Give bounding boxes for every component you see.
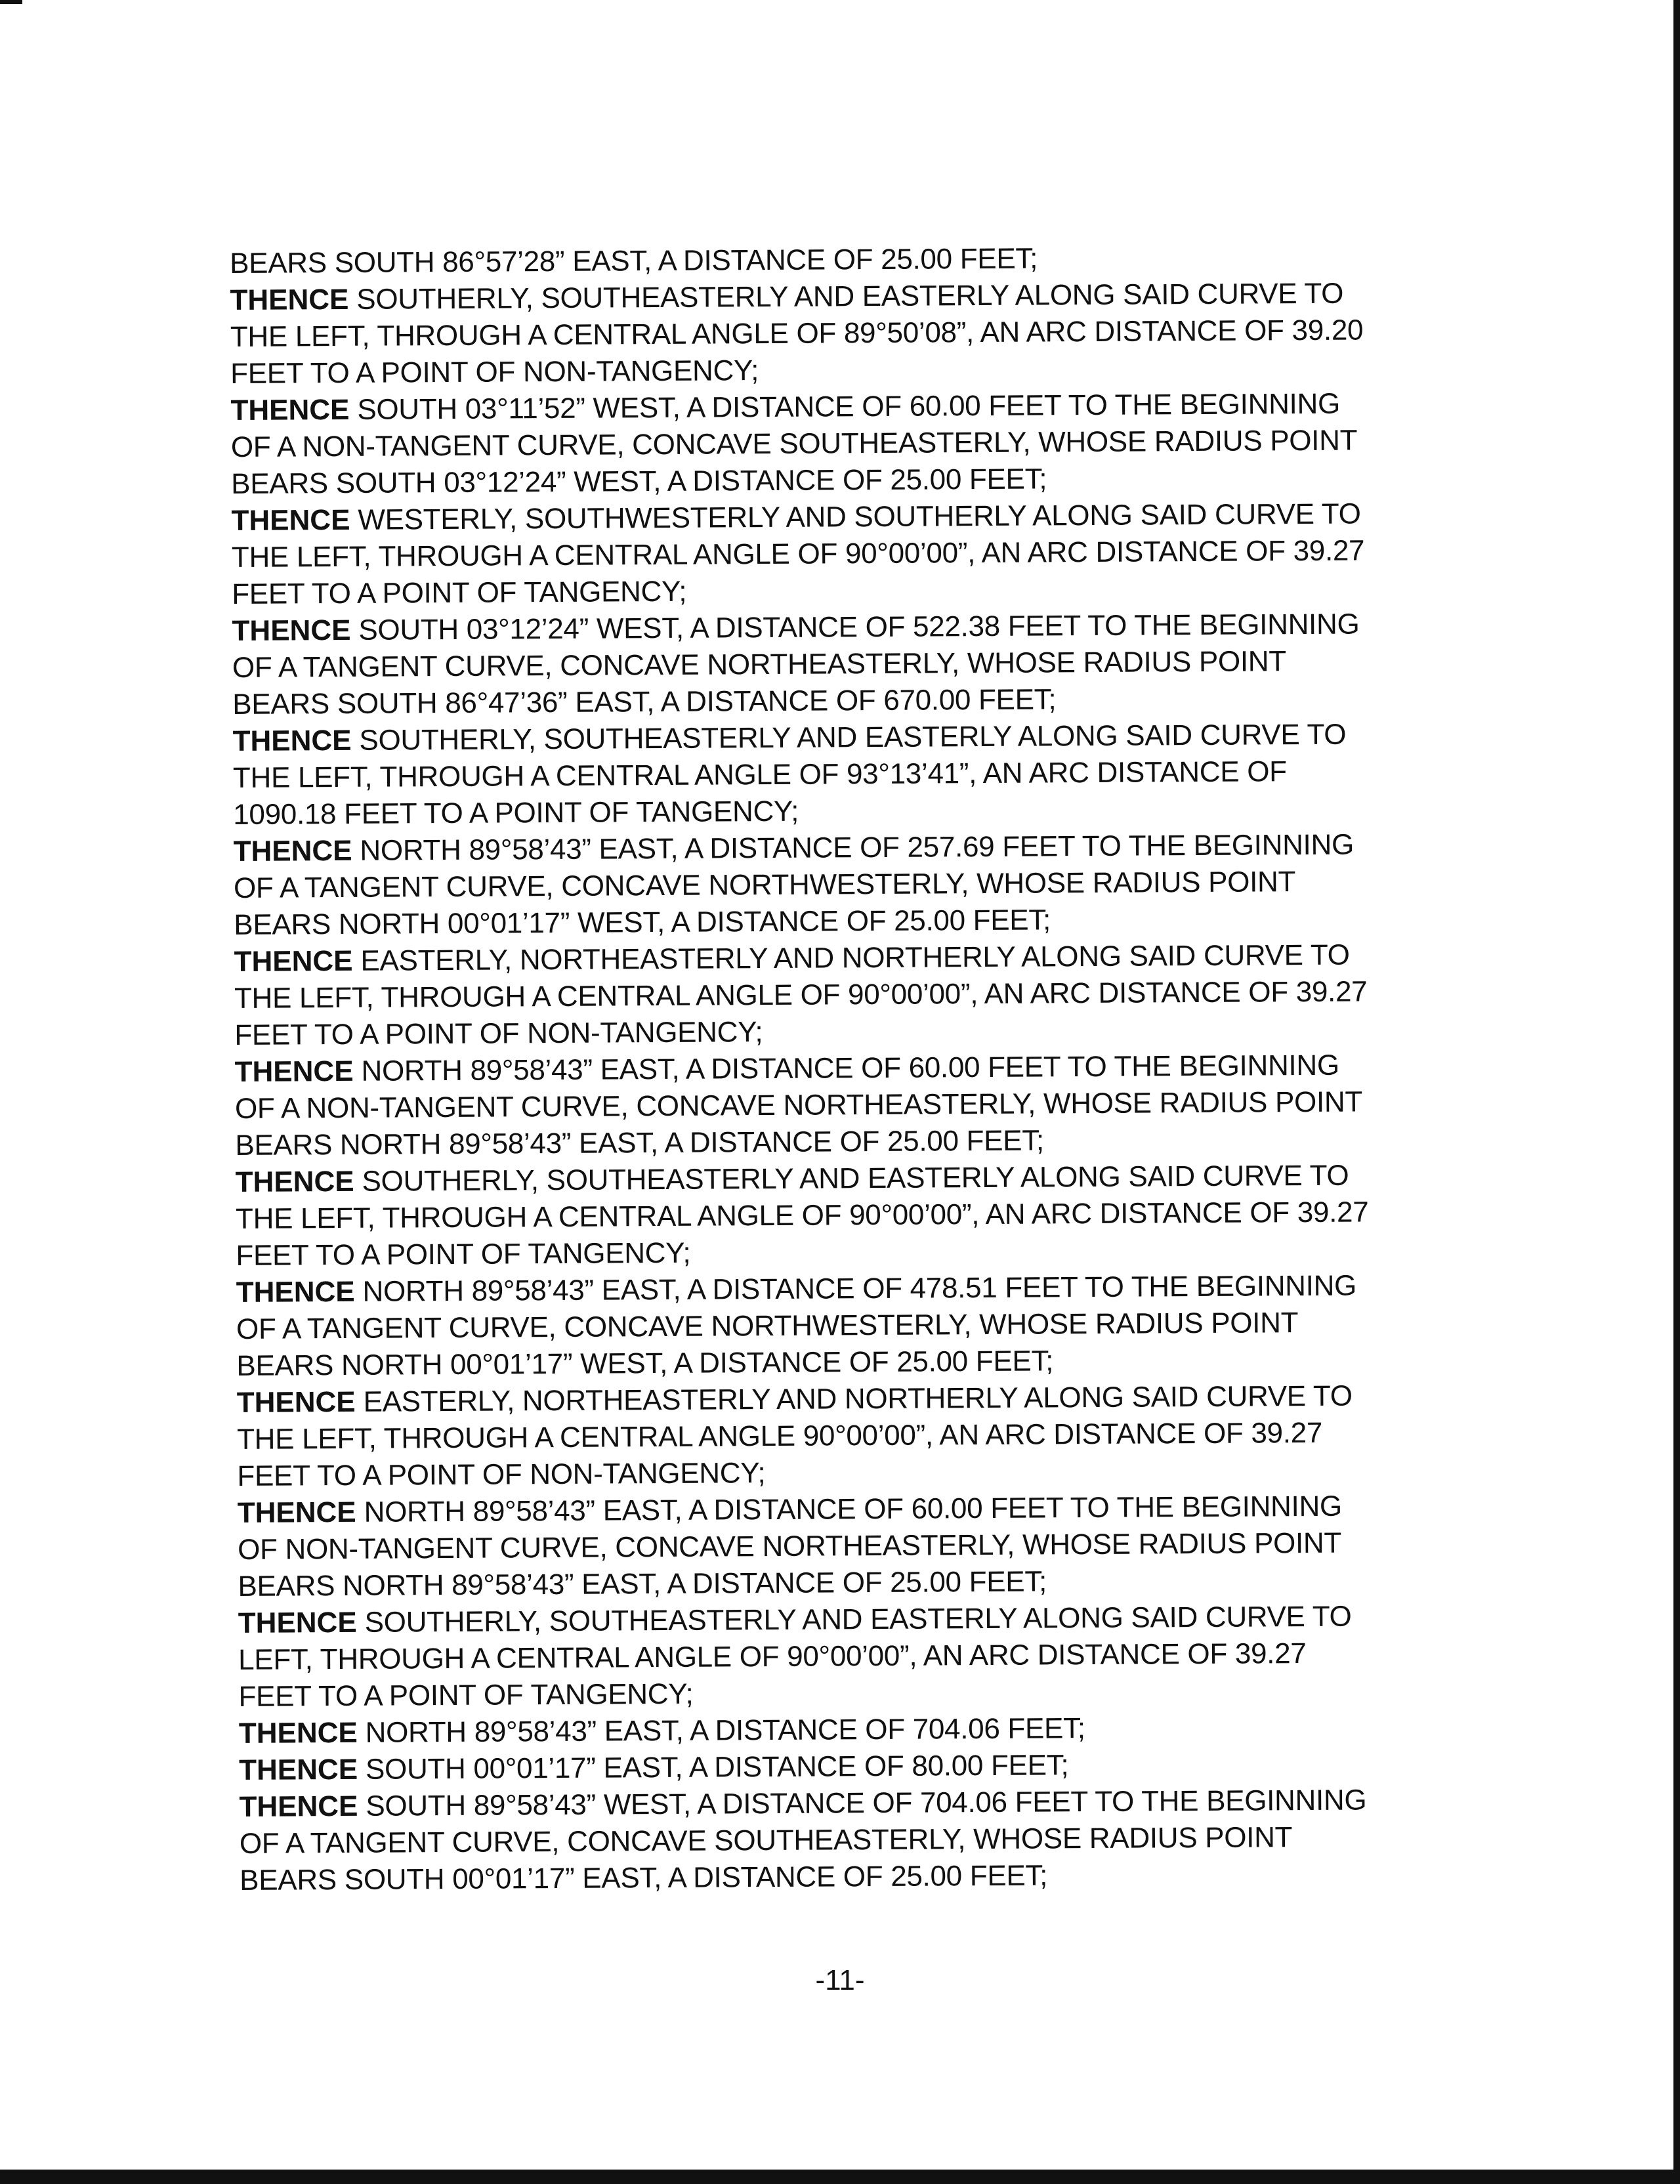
line-text: OF A TANGENT CURVE, CONCAVE NORTHWESTERLY, WHOSE RADIUS POINT (236, 1307, 1299, 1345)
line-text: OF A NON-TANGENT CURVE, CONCAVE NORTHEASTERLY, WHOSE RADIUS POINT (234, 1085, 1363, 1125)
line-text: BEARS NORTH 00°01’17” WEST, A DISTANCE OF 25.00 FEET; (234, 904, 1051, 941)
line-text: BEARS SOUTH 86°47’36” EAST, A DISTANCE OF 670.00 FEET; (232, 683, 1057, 721)
line-text: EASTERLY, NORTHEASTERLY AND NORTHERLY ALONG SAID CURVE TO (352, 938, 1350, 977)
text-line (237, 1414, 1471, 1458)
line-text: THE LEFT, THROUGH A CENTRAL ANGLE OF 90°00’00”, AN ARC DISTANCE OF 39.27 (234, 975, 1368, 1015)
thence-keyword: THENCE (239, 1790, 358, 1823)
line-text: NORTH 89°58’43” EAST, A DISTANCE OF 704.06 FEET; (357, 1712, 1085, 1749)
line-text: THE LEFT, THROUGH A CENTRAL ANGLE 90°00’00”, AN ARC DISTANCE OF 39.27 (236, 1416, 1323, 1456)
text-line (234, 973, 1468, 1017)
line-text: NORTH 89°58’43” EAST, A DISTANCE OF 60.00 FEET TO THE BEGINNING (356, 1490, 1343, 1528)
line-text: THE LEFT, THROUGH A CENTRAL ANGLE OF 89°50’08”, AN ARC DISTANCE OF 39.20 (230, 314, 1364, 353)
scan-border-corner (0, 0, 22, 4)
line-text: OF NON-TANGENT CURVE, CONCAVE NORTHEASTERLY, WHOSE RADIUS POINT (237, 1526, 1342, 1566)
line-text: THE LEFT, THROUGH A CENTRAL ANGLE OF 93°13’41”, AN ARC DISTANCE OF (232, 755, 1287, 794)
line-text: SOUTHERLY, SOUTHEASTERLY AND EASTERLY ALONG SAID CURVE TO (348, 277, 1344, 316)
line-text: THE LEFT, THROUGH A CENTRAL ANGLE OF 90°00’00”, AN ARC DISTANCE OF 39.27 (235, 1196, 1369, 1235)
thence-keyword: THENCE (235, 1165, 354, 1198)
line-text: BEARS NORTH 00°01’17” WEST, A DISTANCE OF 25.00 FEET; (236, 1345, 1054, 1382)
line-text: FEET TO A POINT OF NON-TANGENCY; (234, 1016, 763, 1051)
line-text: FEET TO A POINT OF NON-TANGENCY; (230, 354, 759, 390)
text-line (235, 1083, 1469, 1127)
thence-keyword: THENCE (236, 1385, 356, 1419)
thence-keyword: THENCE (230, 283, 349, 316)
thence-keyword: THENCE (231, 503, 350, 537)
line-text: NORTH 89°58’43” EAST, A DISTANCE OF 257.69 FEET TO THE BEGINNING (352, 828, 1354, 867)
line-text: FEET TO A POINT OF TANGENCY; (236, 1236, 691, 1272)
thence-keyword: THENCE (232, 724, 352, 757)
text-line (232, 642, 1466, 686)
line-text: 1090.18 FEET TO A POINT OF TANGENCY; (233, 795, 799, 831)
scan-border-right (1673, 0, 1680, 2184)
text-line (238, 1524, 1471, 1568)
line-text: OF A TANGENT CURVE, CONCAVE NORTHEASTERLY, WHOSE RADIUS POINT (232, 645, 1287, 684)
line-text: BEARS NORTH 89°58’43” EAST, A DISTANCE OF 25.00 FEET; (238, 1565, 1047, 1603)
line-text: EASTERLY, NORTHEASTERLY AND NORTHERLY ALONG SAID CURVE TO (355, 1379, 1353, 1418)
line-text: SOUTH 03°11’52” WEST, A DISTANCE OF 60.00 FEET TO THE BEGINNING (349, 387, 1341, 426)
thence-keyword: THENCE (238, 1716, 358, 1750)
line-text: BEARS SOUTH 86°57’28” EAST, A DISTANCE OF 25.00 FEET; (230, 242, 1038, 280)
page-number: -11- (815, 1964, 865, 1996)
thence-keyword: THENCE (236, 1275, 355, 1309)
line-text: SOUTH 03°12’24” WEST, A DISTANCE OF 522.38 FEET TO THE BEGINNING (350, 608, 1360, 646)
text-line (236, 1193, 1469, 1237)
legal-description-body (230, 238, 1473, 1899)
thence-keyword: THENCE (237, 1496, 356, 1529)
line-text: SOUTHERLY, SOUTHEASTERLY AND EASTERLY ALONG SAID CURVE TO (354, 1159, 1349, 1198)
line-text: SOUTHERLY, SOUTHEASTERLY AND EASTERLY ALONG SAID CURVE TO (351, 718, 1347, 757)
line-text: OF A TANGENT CURVE, CONCAVE NORTHWESTERLY, WHOSE RADIUS POINT (233, 866, 1296, 904)
thence-keyword: THENCE (234, 944, 353, 978)
text-line (240, 1818, 1473, 1862)
line-text: BEARS SOUTH 00°01’17” EAST, A DISTANCE OF 25.00 FEET; (240, 1859, 1048, 1897)
scan-border-bottom (0, 2170, 1680, 2184)
thence-keyword: THENCE (234, 1055, 354, 1088)
line-text: FEET TO A POINT OF TANGENCY; (232, 575, 687, 610)
line-text: FEET TO A POINT OF TANGENCY; (238, 1677, 694, 1713)
text-line (236, 1303, 1470, 1347)
line-text: THE LEFT, THROUGH A CENTRAL ANGLE OF 90°00’00”, AN ARC DISTANCE OF 39.27 (231, 534, 1365, 574)
line-text: OF A TANGENT CURVE, CONCAVE SOUTHEASTERLY, WHOSE RADIUS POINT (239, 1821, 1293, 1860)
text-line (232, 532, 1465, 576)
thence-keyword: THENCE (239, 1753, 358, 1786)
line-text: SOUTH 00°01’17” EAST, A DISTANCE OF 80.00 FEET; (357, 1749, 1069, 1786)
line-text: OF A NON-TANGENT CURVE, CONCAVE SOUTHEASTERLY, WHOSE RADIUS POINT (230, 424, 1358, 463)
text-line (230, 312, 1464, 356)
line-text: BEARS NORTH 89°58’43” EAST, A DISTANCE OF 25.00 FEET; (235, 1124, 1045, 1162)
line-text: FEET TO A POINT OF NON-TANGENCY; (237, 1457, 766, 1492)
thence-keyword: THENCE (238, 1606, 357, 1639)
text-line (238, 1634, 1472, 1678)
line-text: NORTH 89°58’43” EAST, A DISTANCE OF 60.00 FEET TO THE BEGINNING (353, 1049, 1339, 1087)
thence-keyword: THENCE (230, 393, 350, 427)
line-text: SOUTHERLY, SOUTHEASTERLY AND EASTERLY ALONG SAID CURVE TO (356, 1600, 1352, 1639)
text-line (240, 1855, 1473, 1899)
text-line (234, 862, 1467, 906)
thence-keyword: THENCE (232, 614, 351, 647)
line-text: WESTERLY, SOUTHWESTERLY AND SOUTHERLY ALONG SAID CURVE TO (350, 497, 1361, 536)
line-text: LEFT, THROUGH A CENTRAL ANGLE OF 90°00’00”, AN ARC DISTANCE OF 39.27 (238, 1637, 1307, 1676)
line-text: BEARS SOUTH 03°12’24” WEST, A DISTANCE OF 25.00 FEET; (231, 463, 1047, 500)
text-line (233, 753, 1467, 797)
thence-keyword: THENCE (233, 834, 352, 868)
line-text: NORTH 89°58’43” EAST, A DISTANCE OF 478.51 FEET TO THE BEGINNING (354, 1269, 1357, 1308)
line-text: SOUTH 89°58’43” WEST, A DISTANCE OF 704.06 FEET TO THE BEGINNING (358, 1784, 1367, 1822)
text-line (231, 422, 1465, 466)
